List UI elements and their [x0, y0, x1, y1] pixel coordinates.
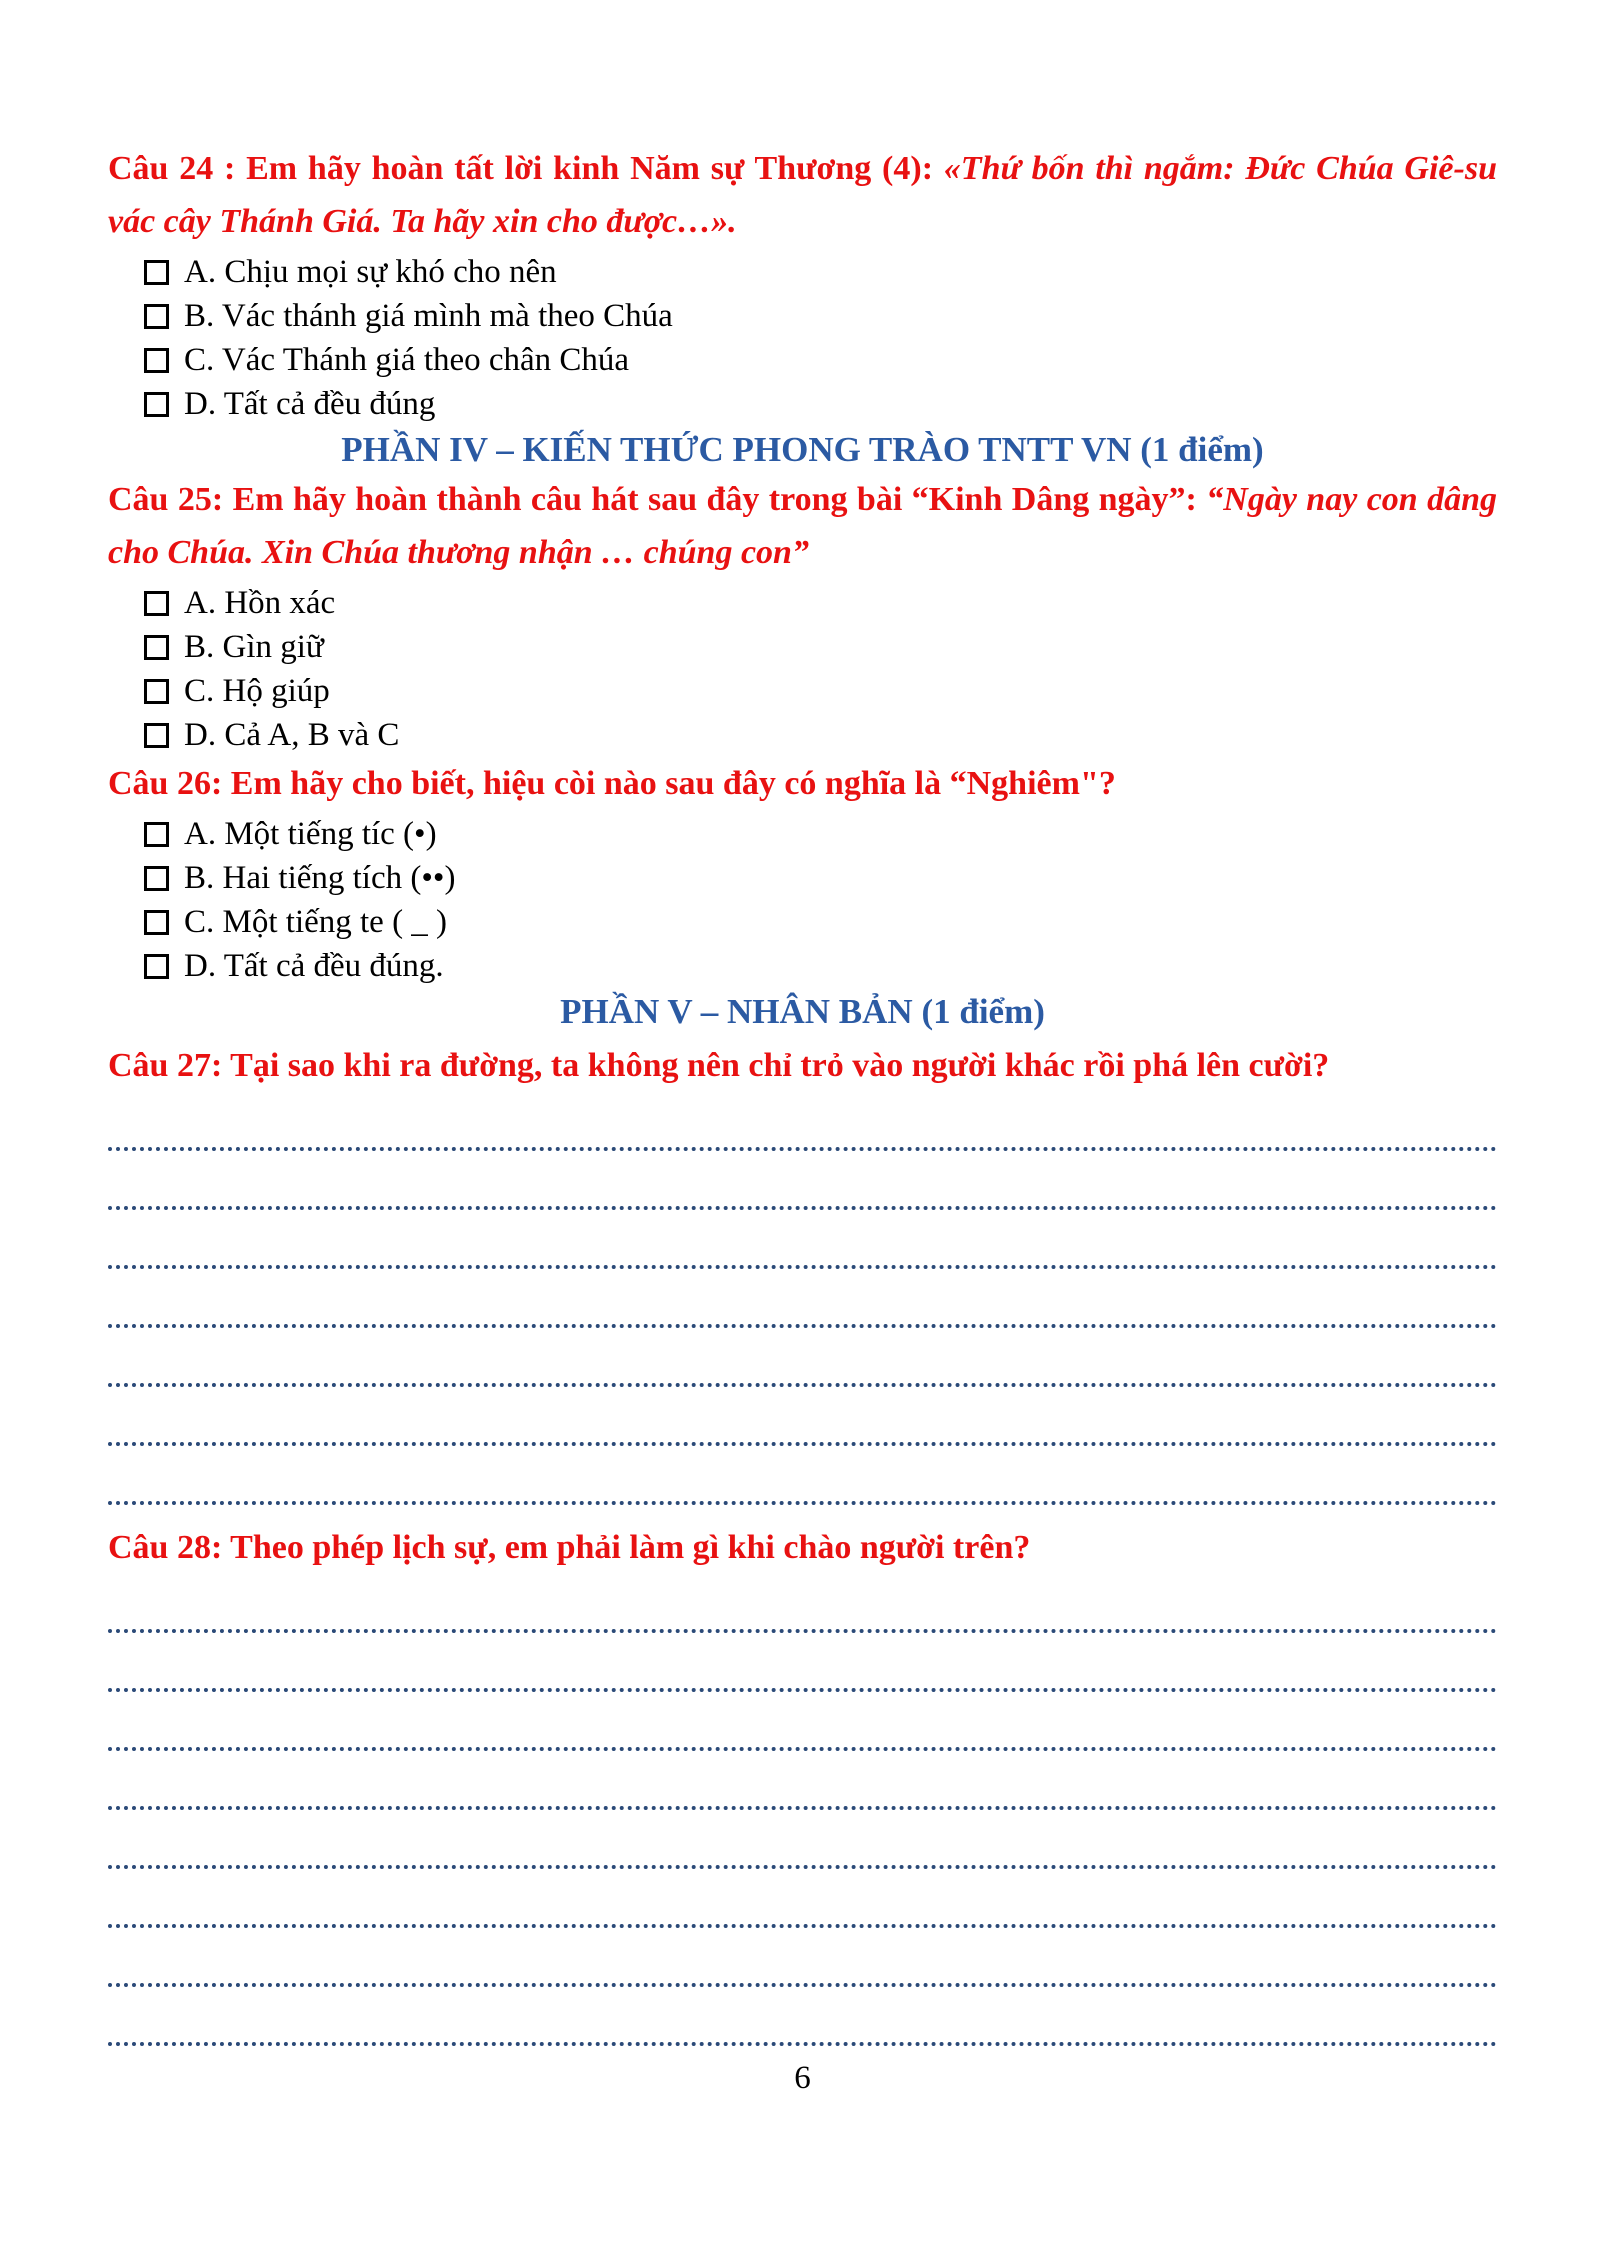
- checkbox[interactable]: [144, 822, 169, 847]
- question-26-options: [108, 812, 1497, 988]
- answer-line: [108, 1092, 1497, 1151]
- checkbox[interactable]: [144, 260, 169, 285]
- option-text: C. Hộ giúp: [184, 672, 330, 709]
- question-27-title: Câu 27: Tại sao khi ra đường, ta không nên chỉ trỏ vào người khác rồi phá lên cười?: [108, 1047, 1330, 1084]
- checkbox[interactable]: [144, 723, 169, 748]
- question-25-quote: “Ngày nay con dâng cho Chúa. Xin Chúa thương nhận … chúng con”: [108, 481, 1498, 571]
- answer-line: [108, 1810, 1497, 1869]
- checkbox[interactable]: [144, 679, 169, 704]
- option-row: [108, 669, 1497, 713]
- answer-lines-q28: [108, 1574, 1497, 2046]
- option-row: [108, 856, 1497, 900]
- option-row: [108, 581, 1497, 625]
- question-25-options: [108, 581, 1497, 757]
- answer-lines-q27: [108, 1092, 1497, 1505]
- option-row: [108, 338, 1497, 382]
- option-row: [108, 900, 1497, 944]
- checkbox[interactable]: [144, 866, 169, 891]
- option-text: A. Hồn xác: [184, 584, 336, 621]
- option-row: [108, 713, 1497, 757]
- checkbox[interactable]: [144, 591, 169, 616]
- question-25: [108, 473, 1497, 757]
- option-text: D. Cả A, B và C: [184, 716, 400, 753]
- option-row: [108, 625, 1497, 669]
- option-text: D. Tất cả đều đúng.: [184, 947, 444, 984]
- option-text: C. Vác Thánh giá theo chân Chúa: [184, 341, 630, 378]
- option-text: A. Một tiếng tíc (•): [184, 815, 437, 852]
- section-header-part-v: PHẦN V – NHÂN BẢN (1 điểm): [560, 992, 1045, 1031]
- answer-line: [108, 1446, 1497, 1505]
- page-number: 6: [794, 2060, 811, 2096]
- question-26: [108, 757, 1497, 988]
- answer-line: [108, 1210, 1497, 1269]
- checkbox[interactable]: [144, 635, 169, 660]
- question-24-intro: Câu 24 : Em hãy hoàn tất lời kinh Năm sự Thương (4):: [108, 150, 934, 187]
- answer-line: [108, 1151, 1497, 1210]
- checkbox[interactable]: [144, 954, 169, 979]
- checkbox[interactable]: [144, 392, 169, 417]
- answer-line: [108, 1269, 1497, 1328]
- answer-line: [108, 1928, 1497, 1987]
- checkbox[interactable]: [144, 910, 169, 935]
- checkbox[interactable]: [144, 304, 169, 329]
- option-row: [108, 294, 1497, 338]
- option-row: [108, 944, 1497, 988]
- answer-line: [108, 1633, 1497, 1692]
- question-27: [108, 1039, 1497, 1505]
- answer-line: [108, 1387, 1497, 1446]
- option-row: [108, 250, 1497, 294]
- option-row: [108, 812, 1497, 856]
- question-24-options: [108, 250, 1497, 426]
- answer-line: [108, 1692, 1497, 1751]
- answer-line: [108, 1869, 1497, 1928]
- answer-line: [108, 1328, 1497, 1387]
- question-24-quote: «Thứ bốn thì ngắm: Đức Chúa Giê-su vác cây Thánh Giá. Ta hãy xin cho được…».: [108, 150, 1497, 240]
- question-24: [108, 142, 1497, 426]
- option-text: B. Gìn giữ: [184, 628, 324, 665]
- option-text: B. Hai tiếng tích (••): [184, 859, 456, 896]
- option-text: A. Chịu mọi sự khó cho nên: [184, 253, 557, 290]
- question-28-title: Câu 28: Theo phép lịch sự, em phải làm gì khi chào người trên?: [108, 1529, 1031, 1566]
- option-text: B. Vác thánh giá mình mà theo Chúa: [184, 297, 673, 334]
- answer-line: [108, 1574, 1497, 1633]
- option-text: C. Một tiếng te ( _ ): [184, 903, 448, 940]
- option-row: [108, 382, 1497, 426]
- question-26-title: Câu 26: Em hãy cho biết, hiệu còi nào sau đây có nghĩa là “Nghiêm"?: [108, 765, 1116, 802]
- question-25-title: [108, 473, 1497, 579]
- question-28: [108, 1521, 1497, 2046]
- question-25-intro: Câu 25: Em hãy hoàn thành câu hát sau đây trong bài “Kinh Dâng ngày”:: [108, 481, 1197, 518]
- option-text: D. Tất cả đều đúng: [184, 385, 436, 422]
- section-header-part-iv: PHẦN IV – KIẾN THỨC PHONG TRÀO TNTT VN (1 điểm): [341, 430, 1264, 469]
- answer-line: [108, 1987, 1497, 2046]
- checkbox[interactable]: [144, 348, 169, 373]
- answer-line: [108, 1751, 1497, 1810]
- question-24-title: [108, 142, 1497, 248]
